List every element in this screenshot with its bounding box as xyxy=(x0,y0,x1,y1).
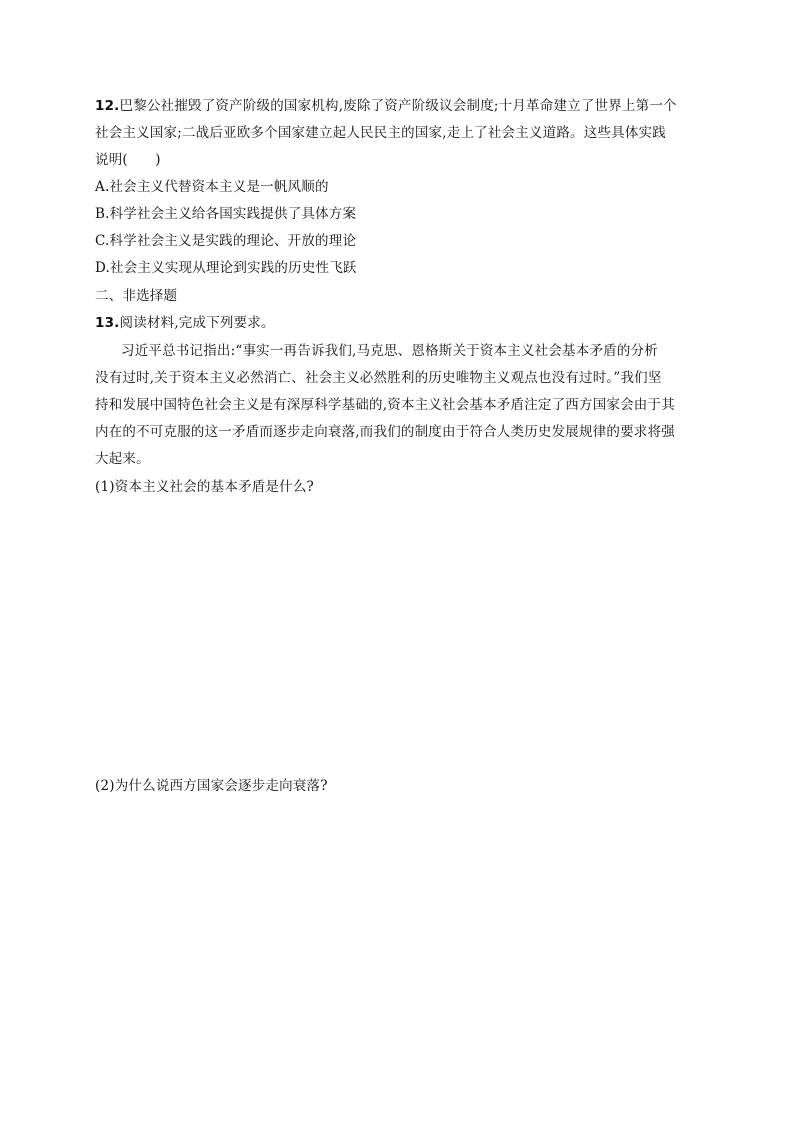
q13-material-line-1: 习近平总书记指出:“事实一再告诉我们,马克思、恩格斯关于资本主义社会基本矛盾的分析 xyxy=(121,343,658,359)
q13-line-prompt xyxy=(95,313,705,333)
q12-option-b: B.科学社会主义给各国实践提供了具体方案 xyxy=(95,206,357,222)
q13-sub-question-2: (2)为什么说西方国家会逐步走向衰落? xyxy=(95,778,328,794)
q13-material-line-2: 没有过时,关于资本主义必然消亡、社会主义必然胜利的历史唯物主义观点也没有过时。”我们坚 xyxy=(95,370,662,386)
q13-prompt: 阅读材料,完成下列要求。 xyxy=(119,315,275,331)
q12-option-d: D.社会主义实现从理论到实践的历史性飞跃 xyxy=(95,260,357,276)
q12-option-a: A.社会主义代替资本主义是一帆风顺的 xyxy=(95,179,329,195)
q13-material-line-4: 内在的不可克服的这一矛盾而逐步走向衰落,而我们的制度由于符合人类历史发展规律的要求将强 xyxy=(95,424,675,440)
q12-number: 12. xyxy=(95,98,120,114)
q13-sub-question-1: (1)资本主义社会的基本矛盾是什么? xyxy=(95,479,314,495)
q13-material-line-3: 持和发展中国特色社会主义是有深厚科学基础的,资本主义社会基本矛盾注定了西方国家会由于其 xyxy=(95,397,675,413)
q12-line-3: 说明( ) xyxy=(95,152,161,168)
q12-line-2: 社会主义国家;二战后亚欧多个国家建立起人民民主的国家,走上了社会主义道路。这些具体实践 xyxy=(95,125,666,141)
q12-stem-part-1: 巴黎公社摧毁了资产阶级的国家机构,废除了资产阶级议会制度;十月革命建立了世界上第一个 xyxy=(119,98,677,114)
q12-option-c: C.科学社会主义是实践的理论、开放的理论 xyxy=(95,233,357,249)
q13-number: 13. xyxy=(95,315,120,331)
q12-line-1 xyxy=(95,96,705,116)
section-title: 二、非选择题 xyxy=(95,288,178,304)
q13-material-line-5: 大起来。 xyxy=(95,451,150,467)
